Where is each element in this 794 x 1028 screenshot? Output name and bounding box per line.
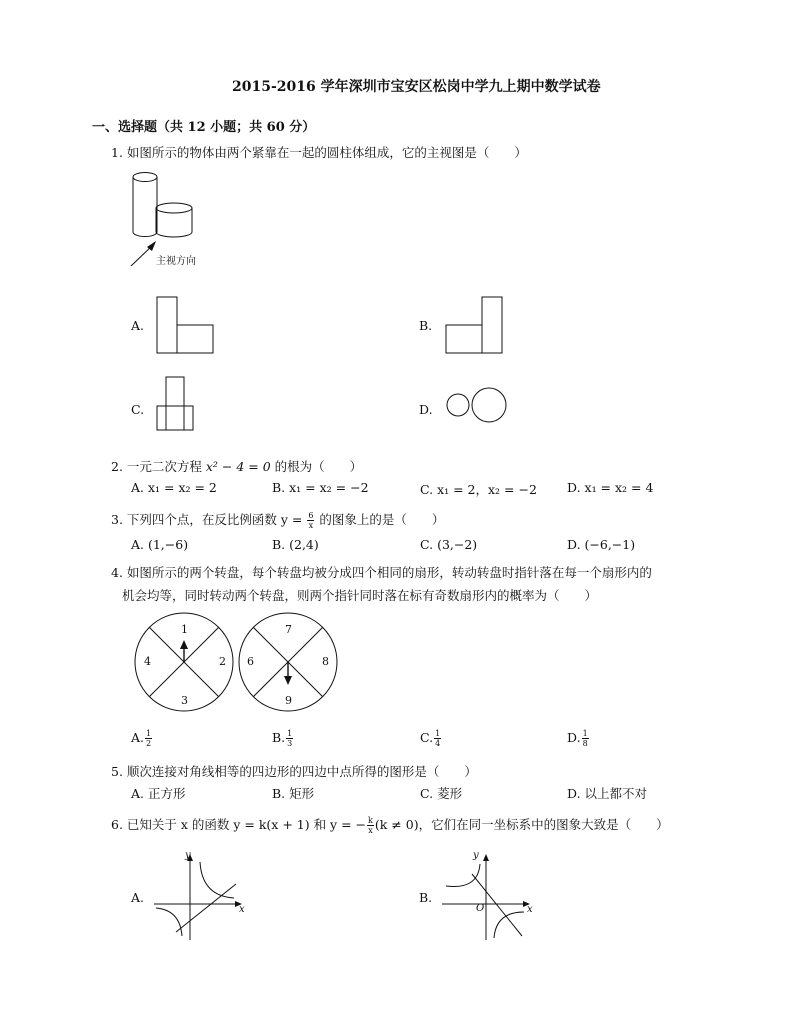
q4-option-a	[131, 729, 153, 748]
q6-option-b-graph	[438, 850, 538, 944]
q6-stem-pre: 6. 已知关于 x 的函数 y = k(x + 1) 和 y = −	[111, 817, 367, 832]
q4-option-c-den: 4	[435, 739, 441, 748]
q6a-y-axis-label: y	[185, 850, 191, 861]
q2-stem-post: 的根为（ ）	[270, 459, 363, 474]
wheel1-sector-top: 1	[181, 623, 188, 636]
q2-option-d: D. x₁ = x₂ = 4	[567, 480, 654, 495]
q6-fraction	[367, 816, 374, 835]
q6b-origin-label: O	[476, 903, 485, 914]
q4-option-a-num: 1	[146, 729, 152, 738]
q5-option-c: C. 菱形	[420, 786, 463, 801]
spinner-1-pointer-icon	[180, 640, 188, 649]
question-6-stem	[111, 815, 669, 835]
q4-option-b-label: B.	[272, 730, 286, 745]
q2-option-a: A. x₁ = x₂ = 2	[131, 480, 217, 495]
section-heading: 一、选择题（共 12 小题；共 60 分）	[92, 120, 316, 135]
question-1-stem: 1. 如图所示的物体由两个紧靠在一起的圆柱体组成，它的主视图是（ ）	[111, 145, 527, 160]
q2-option-b: B. x₁ = x₂ = −2	[272, 480, 369, 495]
wheel2-sector-left: 6	[247, 655, 254, 668]
q3-stem-pre: 3. 下列四个点，在反比例函数 y =	[111, 512, 307, 527]
question-5-stem: 5. 顺次连接对角线相等的四边形的四边中点所得的图形是（ ）	[111, 764, 477, 779]
wheel2-sector-bottom: 9	[285, 694, 292, 707]
q5-option-b: B. 矩形	[272, 786, 315, 801]
q3-frac-num: 6	[308, 511, 314, 520]
q4-option-c	[420, 729, 442, 748]
page-title: 2015-2016 学年深圳市宝安区松岗中学九上期中数学试卷	[232, 79, 601, 95]
q6-stem-post: (k ≠ 0)，它们在同一坐标系中的图象大致是（ ）	[374, 817, 669, 832]
q6b-y-arrow-icon	[483, 854, 489, 861]
q6-frac-den: x	[368, 826, 373, 835]
q3-option-d: D. (−6,−1)	[567, 537, 636, 552]
q1-option-d-figure	[445, 385, 509, 425]
q4-option-c-label: C.	[420, 730, 434, 745]
wheel2-sector-top: 7	[285, 623, 292, 636]
q3-option-a: A. (1,−6)	[131, 537, 189, 552]
wheel1-sector-bottom: 3	[181, 694, 188, 707]
spinner-2-pointer-icon	[284, 676, 292, 685]
q4-option-d-label: D.	[567, 730, 581, 745]
q6-frac-num: k	[368, 816, 373, 825]
q1-option-c-figure	[156, 376, 200, 432]
q4-option-d-den: 8	[582, 739, 588, 748]
q1-option-b-figure	[445, 296, 505, 356]
q3-stem-post: 的图象上的是（ ）	[315, 512, 445, 527]
q3-option-b: B. (2,4)	[272, 537, 319, 552]
wheel2-sector-right: 8	[322, 655, 329, 668]
q1-option-d-label: D.	[419, 402, 433, 417]
q6-option-b-label: B.	[419, 890, 433, 905]
q1-option-a-label: A.	[131, 318, 145, 333]
q4-option-b	[272, 729, 294, 748]
q4-option-b-den: 3	[287, 739, 293, 748]
wheel1-sector-right: 2	[219, 655, 226, 668]
q6b-x-axis-label: x	[527, 904, 533, 915]
q2-stem-pre: 2. 一元二次方程	[111, 459, 206, 474]
q6b-y-axis-label: y	[473, 850, 479, 861]
wheel1-sector-left: 4	[144, 655, 151, 668]
q4-option-a-label: A.	[131, 730, 145, 745]
question-2-stem	[111, 457, 362, 475]
q4-option-c-num: 1	[435, 729, 441, 738]
q4-option-b-num: 1	[287, 729, 293, 738]
q5-option-d: D. 以上都不对	[567, 786, 648, 801]
q1-option-c-label: C.	[131, 402, 145, 417]
q2-equation: x² − 4 = 0	[205, 459, 271, 474]
q1-option-a-figure	[156, 296, 216, 356]
q3-fraction	[307, 511, 314, 530]
q4-option-d-num: 1	[582, 729, 588, 738]
question-3-stem	[111, 510, 444, 530]
q6a-x-axis-label: x	[239, 904, 245, 915]
question-4-stem-line1: 4. 如图所示的两个转盘，每个转盘均被分成四个相同的扇形，转动转盘时指针落在每一个扇形内的	[111, 565, 652, 580]
view-direction-label: 主视方向	[156, 256, 196, 267]
q2-option-c: C. x₁ = 2，x₂ = −2	[420, 482, 537, 497]
q4-option-a-den: 2	[146, 739, 152, 748]
question-4-stem-line2: 机会均等，同时转动两个转盘，则两个指针同时落在标有奇数扇形内的概率为（ ）	[122, 588, 598, 603]
q4-option-d	[567, 729, 590, 748]
q3-frac-den: x	[308, 521, 314, 530]
q6-option-a-graph	[150, 850, 250, 944]
q1-option-b-label: B.	[419, 318, 433, 333]
q3-option-c: C. (3,−2)	[420, 537, 478, 552]
q6-option-a-label: A.	[131, 890, 145, 905]
q5-option-a: A. 正方形	[131, 786, 186, 801]
